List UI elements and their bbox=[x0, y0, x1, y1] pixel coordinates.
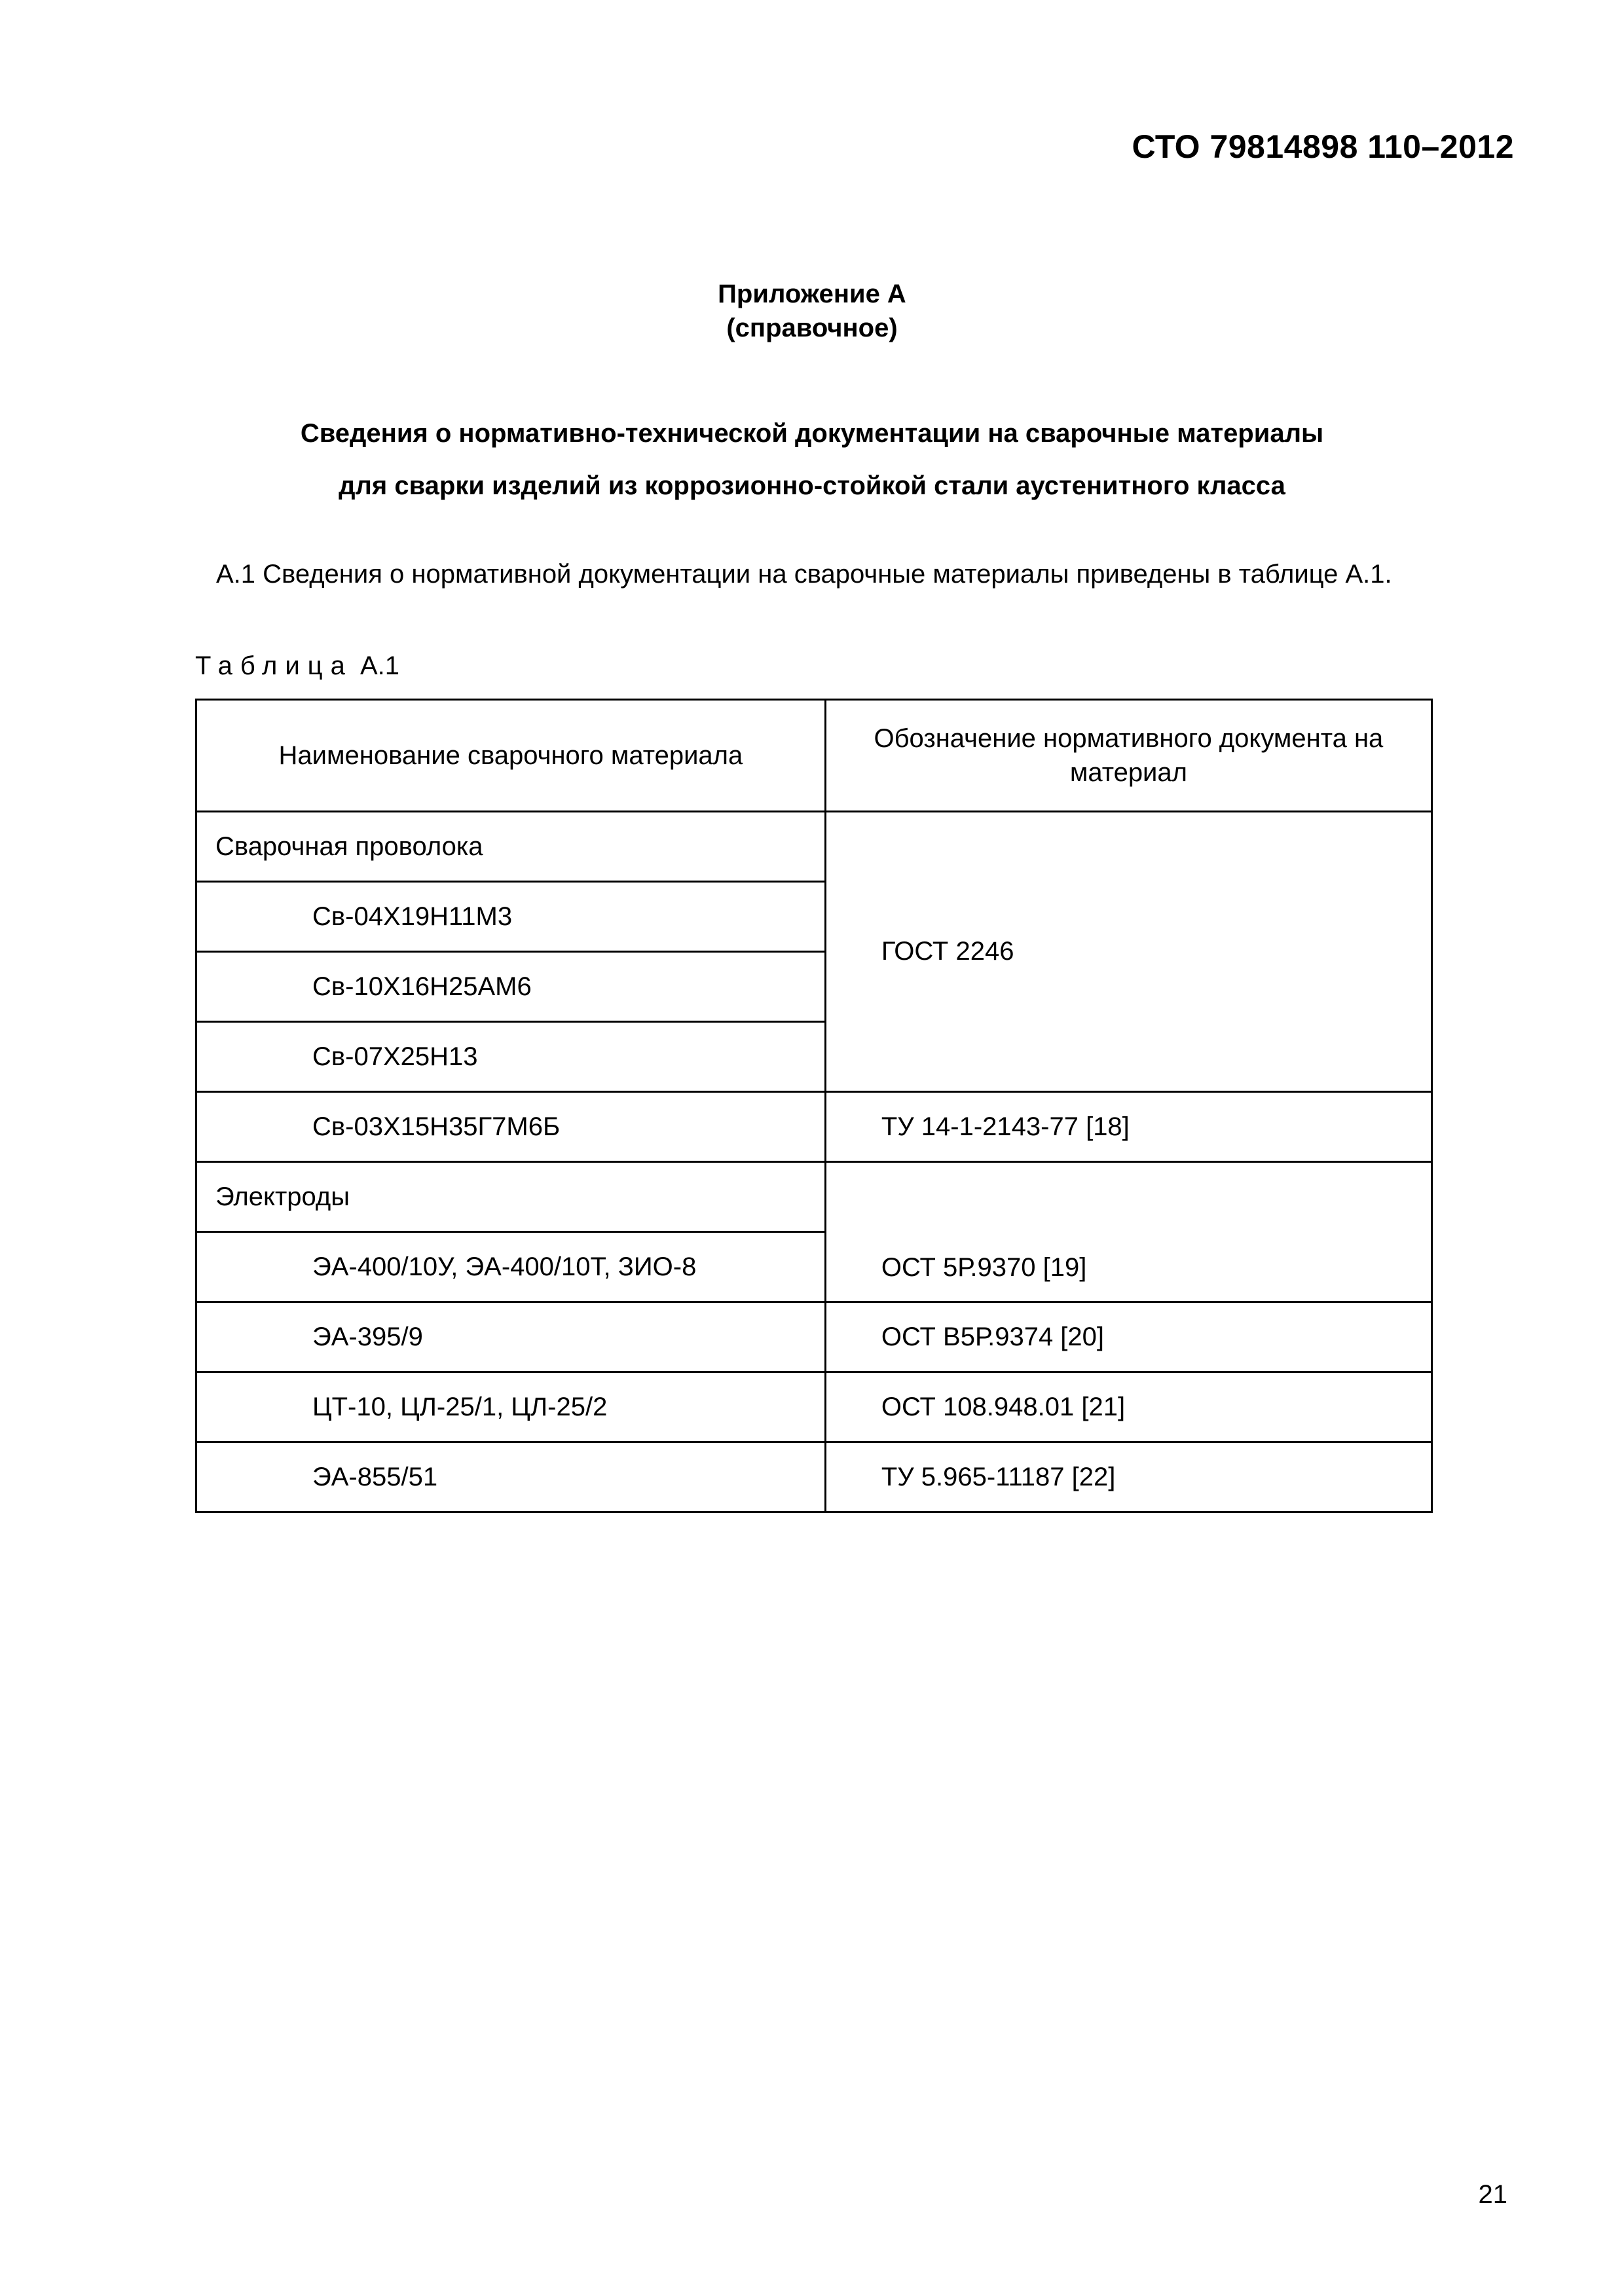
table-row bbox=[196, 1092, 1432, 1162]
table-row bbox=[196, 1302, 1432, 1372]
material-cell: Св-04Х19Н11М3 bbox=[196, 882, 826, 952]
doc-ref-cell: ТУ 14-1-2143-77 [18] bbox=[825, 1092, 1431, 1162]
table-caption-number: А.1 bbox=[360, 651, 400, 680]
appendix-subtitle: (справочное) bbox=[726, 314, 898, 342]
table-caption-word: Таблица bbox=[195, 651, 353, 680]
document-code: СТО 79814898 110–2012 bbox=[1132, 128, 1514, 165]
material-cell: ЭА-400/10У, ЭА-400/10Т, ЗИО-8 bbox=[196, 1232, 826, 1302]
page-number: 21 bbox=[1478, 2180, 1507, 2209]
doc-ref-cell: ОСТ В5Р.9374 [20] bbox=[825, 1302, 1431, 1372]
material-cell: Св-07Х25Н13 bbox=[196, 1022, 826, 1092]
material-cell: Св-03Х15Н35Г7М6Б bbox=[196, 1092, 826, 1162]
header-document-designation: Обозначение нормативного документа на материал bbox=[825, 700, 1431, 812]
section-heading bbox=[0, 407, 1624, 512]
table-row bbox=[196, 1442, 1432, 1512]
material-cell: ЦТ-10, ЦЛ-25/1, ЦЛ-25/2 bbox=[196, 1372, 826, 1442]
group-label-electrodes: Электроды bbox=[196, 1162, 826, 1232]
material-cell: ЭА-395/9 bbox=[196, 1302, 826, 1372]
table-header-row bbox=[196, 700, 1432, 812]
header-material-name: Наименование сварочного материала bbox=[196, 700, 826, 812]
doc-ref-cell: ОСТ 5Р.9370 [19] bbox=[825, 1162, 1431, 1302]
table-caption bbox=[195, 651, 399, 681]
section-heading-line-2: для сварки изделий из коррозионно-стойкой стали аустенитного класса bbox=[339, 471, 1285, 500]
doc-ref-cell: ТУ 5.965-11187 [22] bbox=[825, 1442, 1431, 1512]
table-row bbox=[196, 812, 1432, 882]
appendix-title: Приложение А bbox=[718, 280, 906, 308]
table-row bbox=[196, 1372, 1432, 1442]
material-cell: Св-10Х16Н25АМ6 bbox=[196, 952, 826, 1022]
material-cell: ЭА-855/51 bbox=[196, 1442, 826, 1512]
table-row bbox=[196, 1162, 1432, 1232]
intro-paragraph: А.1 Сведения о нормативной документации на сварочные материалы приведены в таблице А.1. bbox=[216, 560, 1392, 589]
appendix-title-block bbox=[0, 277, 1624, 345]
doc-ref-gost: ГОСТ 2246 bbox=[825, 812, 1431, 1092]
section-heading-line-1: Сведения о нормативно-технической документации на сварочные материалы bbox=[300, 419, 1324, 448]
group-label-wire: Сварочная проволока bbox=[196, 812, 826, 882]
welding-materials-table bbox=[195, 699, 1433, 1513]
doc-ref-cell: ОСТ 108.948.01 [21] bbox=[825, 1372, 1431, 1442]
